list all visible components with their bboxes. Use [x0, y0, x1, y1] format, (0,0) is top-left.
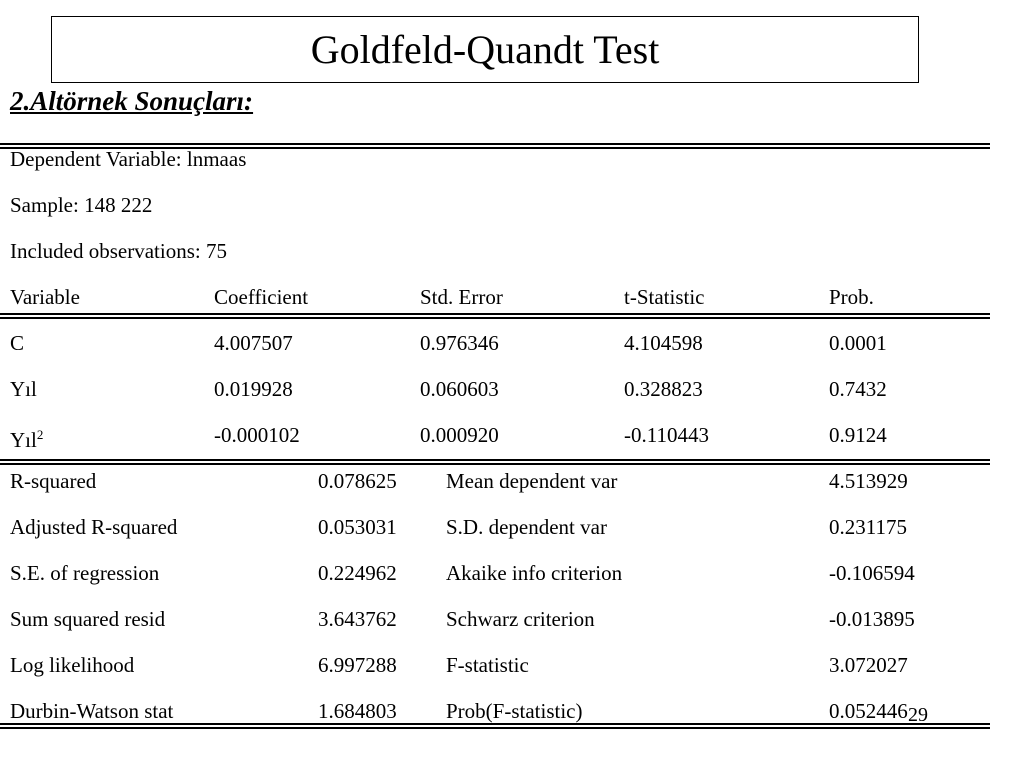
slide-title-box — [51, 16, 919, 83]
row-variable-text: Yıl — [10, 428, 37, 452]
row-prob: 0.9124 — [829, 423, 887, 447]
row-coefficient: -0.000102 — [214, 423, 300, 447]
stat-right-label: Mean dependent var — [446, 469, 618, 493]
header-coefficient: Coefficient — [214, 285, 309, 309]
stat-left-label: Durbin-Watson stat — [10, 699, 174, 723]
stat-left-value: 0.053031 — [318, 515, 397, 539]
stat-right-label: Akaike info criterion — [446, 561, 623, 585]
stats-rule — [0, 459, 990, 465]
row-prob: 0.0001 — [829, 331, 887, 355]
stat-right-value: -0.013895 — [829, 607, 915, 631]
header-prob: Prob. — [829, 285, 874, 309]
slide-title: Goldfeld-Quandt Test — [310, 27, 660, 72]
dependent-variable-label: Dependent Variable: lnmaas — [10, 147, 247, 171]
row-std-error: 0.976346 — [420, 331, 499, 355]
observations-label: Included observations: 75 — [10, 239, 227, 263]
table-bottom-rule — [0, 723, 990, 729]
row-coefficient: 0.019928 — [214, 377, 293, 401]
row-t-stat: -0.110443 — [624, 423, 709, 447]
stat-left-value: 0.224962 — [318, 561, 397, 585]
row-variable — [10, 423, 43, 452]
header-variable: Variable — [10, 285, 80, 309]
stat-left-label: Sum squared resid — [10, 607, 166, 631]
page-number: 29 — [908, 704, 928, 726]
stat-left-value: 0.078625 — [318, 469, 397, 493]
stat-right-label: Schwarz criterion — [446, 607, 595, 631]
row-t-stat: 4.104598 — [624, 331, 703, 355]
stat-right-label: S.D. dependent var — [446, 515, 607, 539]
stat-left-value: 1.684803 — [318, 699, 397, 723]
stat-right-value: 3.072027 — [829, 653, 908, 677]
stat-right-value: 0.052446 — [829, 699, 908, 723]
row-coefficient: 4.007507 — [214, 331, 293, 355]
row-std-error: 0.000920 — [420, 423, 499, 447]
row-std-error: 0.060603 — [420, 377, 499, 401]
row-t-stat: 0.328823 — [624, 377, 703, 401]
stat-left-label: S.E. of regression — [10, 561, 160, 585]
row-variable: Yıl — [10, 377, 37, 401]
stat-right-label: Prob(F-statistic) — [446, 699, 583, 723]
header-t-statistic: t-Statistic — [624, 285, 705, 309]
stat-right-value: 4.513929 — [829, 469, 908, 493]
stat-right-value: -0.106594 — [829, 561, 915, 585]
row-prob: 0.7432 — [829, 377, 887, 401]
sample-label: Sample: 148 222 — [10, 193, 153, 217]
stat-left-label: R-squared — [10, 469, 97, 493]
subtitle: 2.Altörnek Sonuçları: — [10, 86, 254, 116]
row-variable: C — [10, 331, 25, 355]
header-rule — [0, 313, 990, 319]
stat-left-label: Adjusted R-squared — [10, 515, 178, 539]
stat-left-value: 3.643762 — [318, 607, 397, 631]
stat-right-value: 0.231175 — [829, 515, 907, 539]
stat-right-label: F-statistic — [446, 653, 529, 677]
stat-left-label: Log likelihood — [10, 653, 135, 677]
stat-left-value: 6.997288 — [318, 653, 397, 677]
row-variable-superscript: 2 — [36, 427, 44, 442]
header-std-error: Std. Error — [420, 285, 503, 309]
